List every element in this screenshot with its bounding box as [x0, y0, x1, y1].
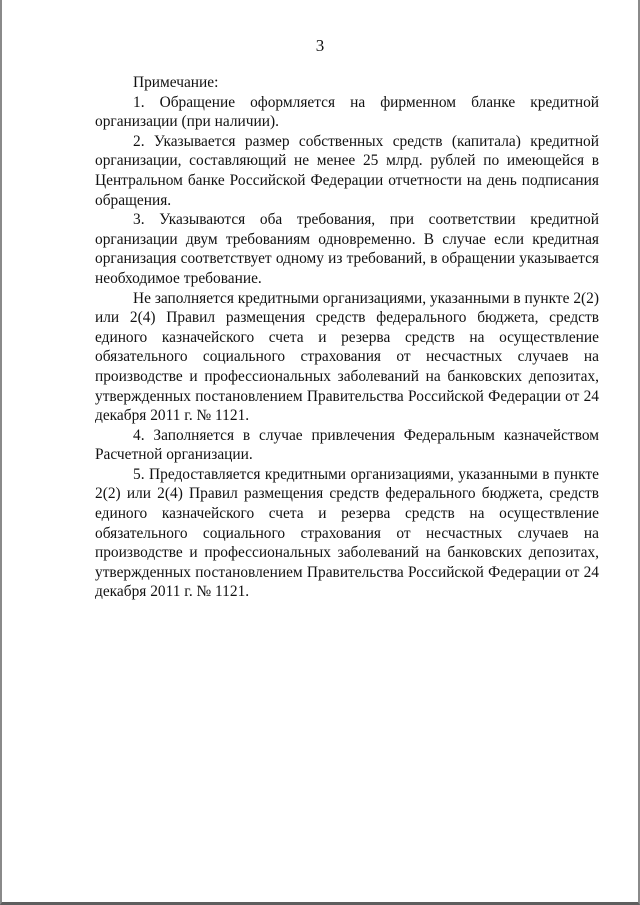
- page-number: 3: [315, 36, 325, 55]
- note-1: 1. Обращение оформляется на фирменном бланке кредитной организации (при наличии).: [95, 93, 599, 131]
- note-2: 2. Указывается размер собственных средств (капитала) кредитной организации, составляющий не менее 25 млрд. рублей по имеющейся в Центральном банке Российской Федерации отчетности на день подписания обращения.: [95, 132, 599, 209]
- notes-section: [95, 73, 599, 602]
- note-5: 5. Предоставляется кредитными организациями, указанными в пункте 2(2) или 2(4) Правил размещения средств федерального бюджета, средств единого казначейского счета и резерва средств на осуществление обязательного социального страхования от несчастных случаев на производстве и профессиональных заболеваний на банковских депозитах, утвержденных постановлением Правительства Российской Федерации от 24 декабря 2011 г. № 1121.: [95, 465, 599, 601]
- note-3-continuation: Не заполняется кредитными организациями, указанными в пункте 2(2) или 2(4) Правил размещения средств федерального бюджета, средств единого казначейского счета и резерва средств на осуществление обязательного социального страхования от несчастных случаев на производстве и профессиональных заболеваний на банковских депозитах, утвержденных постановлением Правительства Российской Федерации от 24 декабря 2011 г. № 1121.: [95, 289, 599, 425]
- note-title: Примечание:: [133, 74, 219, 91]
- note-3: 3. Указываются оба требования, при соответствии кредитной организации двум требованиям одновременно. В случае если кредитная организация соответствует одному из требований, в обращении указывается необходимое требование.: [95, 211, 599, 287]
- note-4: 4. Заполняется в случае привлечения Федеральным казначейством Расчетной организации.: [95, 426, 599, 464]
